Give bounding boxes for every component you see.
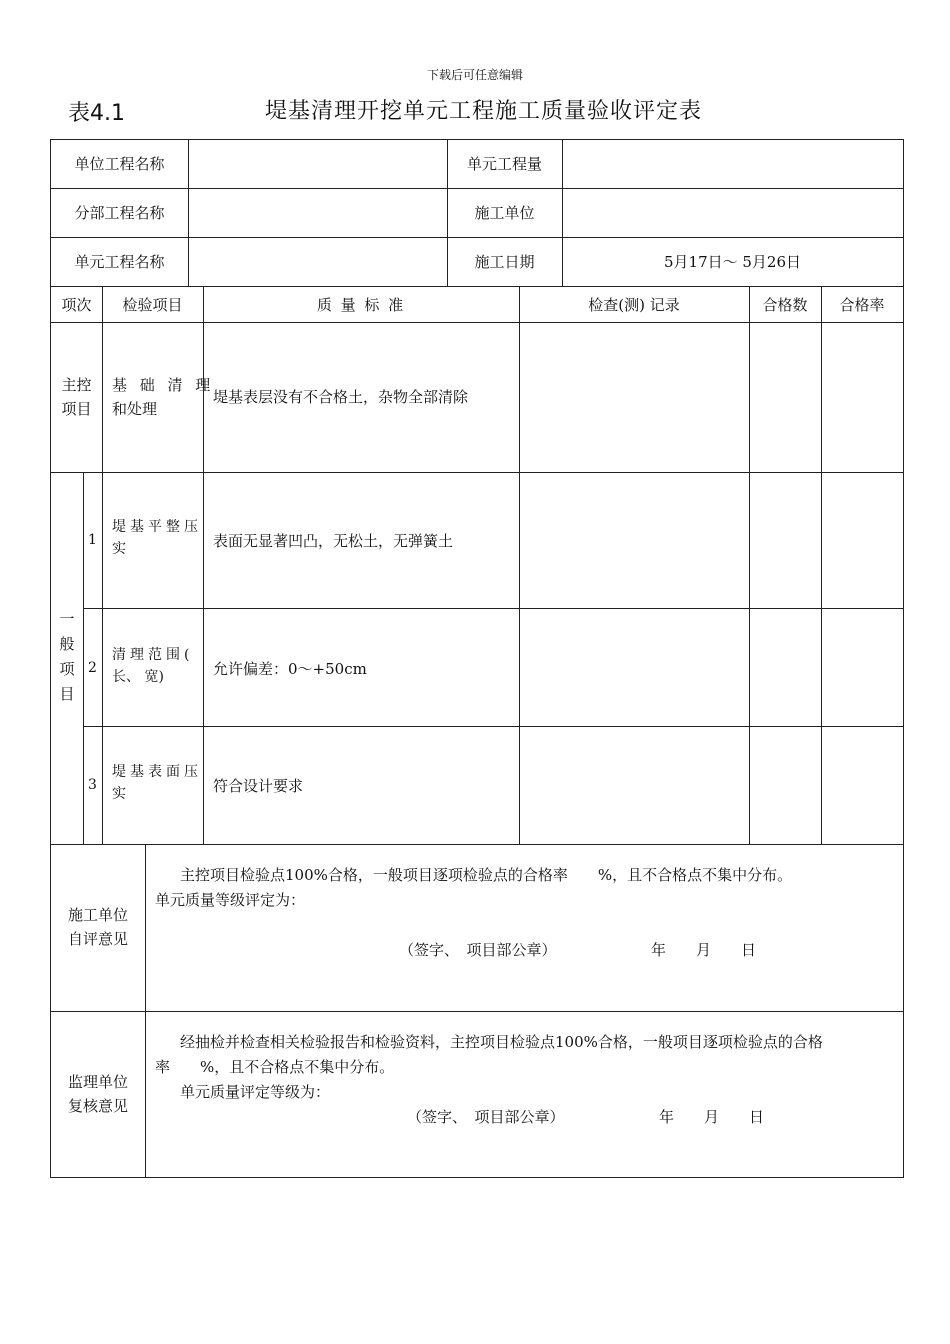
general-row-2-standard: 允许偏差：0～+50cm [213, 660, 367, 678]
general-row-2-item: 清理范围( 长、 宽) [112, 647, 194, 686]
col-standard-header: 质 量 标 准 [316, 296, 406, 314]
general-row-3-item: 堤基表面压 实 [112, 764, 202, 803]
general-row-1-standard: 表面无显著凹凸，无松土，无弹簧土 [213, 532, 454, 550]
unit-project-label: 单位工程名称 [74, 155, 165, 173]
self-eval-date: 年 月 日 [651, 941, 757, 959]
supervisor-review-text-3: 单元质量评定等级为： [180, 1083, 331, 1101]
general-items-label: 一 般 项 目 [59, 610, 75, 703]
self-eval-text-2: 单元质量等级评定为： [155, 891, 306, 909]
col-item-header: 检验项目 [122, 296, 183, 314]
col-seq-header: 项次 [61, 296, 92, 314]
watermark-text: 下载后可任意编辑 [426, 68, 523, 82]
contractor-label: 施工单位 [474, 204, 535, 222]
main-control-item: 基 础 清 理 和处理 [112, 376, 215, 418]
sub-project-label: 分部工程名称 [74, 204, 165, 222]
general-row-2-no: 2 [88, 660, 97, 676]
col-record-header: 检查(测) 记录 [588, 296, 680, 314]
self-eval-label: 施工单位 自评意见 [67, 906, 128, 948]
self-eval-signature: （签字、 项目部公章） [399, 941, 557, 959]
supervisor-review-text-2: 率 %，且不合格点不集中分布。 [155, 1058, 395, 1076]
col-pass-count-header: 合格数 [762, 296, 808, 314]
general-row-3-no: 3 [88, 777, 97, 793]
main-control-label: 主控 项目 [61, 376, 92, 418]
inspection-table [50, 286, 904, 845]
supervisor-review-label: 监理单位 复核意见 [67, 1073, 128, 1115]
general-row-3-standard: 符合设计要求 [213, 777, 304, 795]
element-name-label: 单元工程名称 [74, 253, 165, 271]
supervisor-review-signature: （签字、 项目部公章） [407, 1108, 565, 1126]
self-eval-section [50, 844, 904, 1012]
header-info-table [50, 139, 904, 287]
date-value[interactable]: 5月17日～ 5月26日 [663, 253, 802, 271]
page-title: 堤基清理开挖单元工程施工质量验收评定表 [265, 99, 703, 124]
general-row-1-no: 1 [88, 532, 97, 548]
col-pass-rate-header: 合格率 [839, 296, 885, 314]
table-number: 表4.1 [68, 101, 125, 126]
main-control-standard: 堤基表层没有不合格土，杂物全部清除 [213, 388, 469, 406]
self-eval-text-1: 主控项目检验点100%合格，一般项目逐项检验点的合格率 %，且不合格点不集中分布。 [180, 866, 793, 884]
element-quantity-label: 单元工程量 [466, 155, 542, 173]
general-row-1-item: 堤基平整压 实 [112, 519, 202, 558]
supervisor-review-text-1: 经抽检并检查相关检验报告和检验资料，主控项目检验点100%合格，一般项目逐项检验点的合格 [180, 1033, 823, 1051]
supervisor-review-section [50, 1011, 904, 1178]
date-label: 施工日期 [474, 253, 535, 271]
supervisor-review-date: 年 月 日 [659, 1108, 765, 1126]
